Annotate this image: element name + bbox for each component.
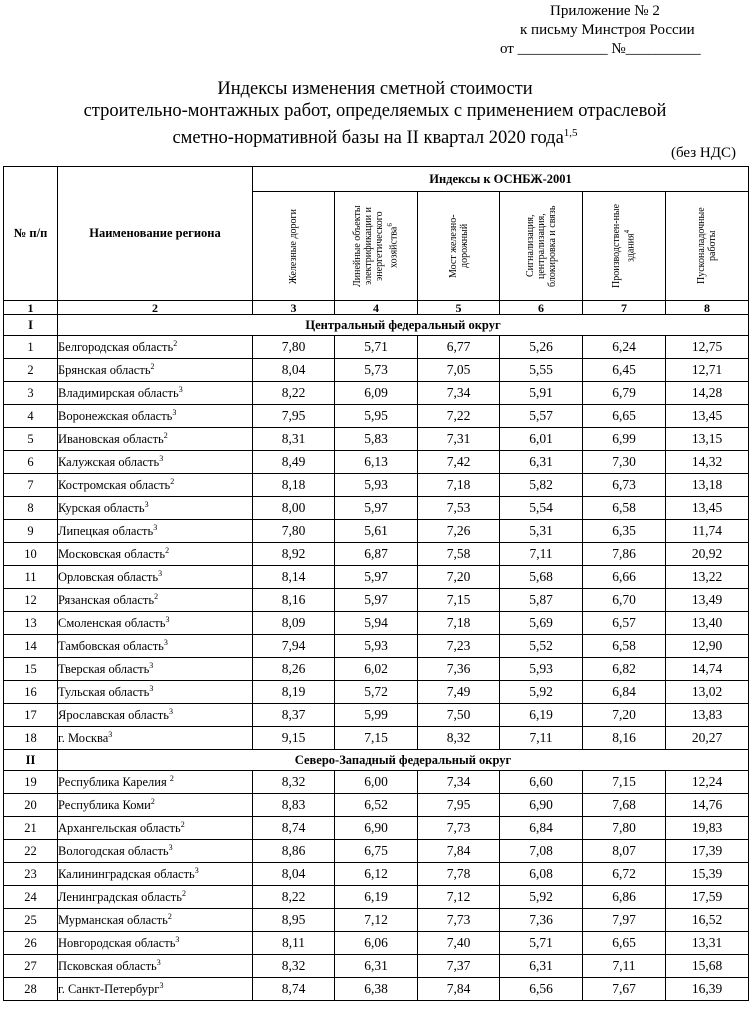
index-value: 9,15 (253, 727, 335, 750)
table-row (4, 771, 749, 794)
row-number: 27 (4, 955, 58, 978)
row-number: 4 (4, 405, 58, 428)
index-value: 5,72 (335, 681, 418, 704)
row-number: 15 (4, 658, 58, 681)
index-value: 6,86 (583, 886, 666, 909)
region-name: Владимирская область$^3$ (58, 382, 253, 405)
table-row (4, 727, 749, 750)
row-number: 8 (4, 497, 58, 520)
attachment-note (500, 2, 730, 59)
index-value: 8,32 (253, 955, 335, 978)
row-number: 5 (4, 428, 58, 451)
row-number: 16 (4, 681, 58, 704)
index-value: 6,02 (335, 658, 418, 681)
index-value: 5,94 (335, 612, 418, 635)
index-value: 6,56 (500, 978, 583, 1001)
column-header-label: Пусконаладочные работы (696, 207, 719, 285)
index-value: 5,97 (335, 589, 418, 612)
index-value: 7,80 (253, 336, 335, 359)
index-value: 13,40 (666, 612, 749, 635)
index-value: 7,11 (500, 543, 583, 566)
row-number: 22 (4, 840, 58, 863)
region-name: Тамбовская область$^3$ (58, 635, 253, 658)
index-value: 8,49 (253, 451, 335, 474)
index-value: 8,95 (253, 909, 335, 932)
row-number: 11 (4, 566, 58, 589)
row-number: 20 (4, 794, 58, 817)
index-value: 19,83 (666, 817, 749, 840)
index-value: 8,32 (418, 727, 500, 750)
row-number: 23 (4, 863, 58, 886)
index-value: 6,65 (583, 932, 666, 955)
row-number: 26 (4, 932, 58, 955)
region-name: Тульская область$^3$ (58, 681, 253, 704)
index-value: 7,36 (500, 909, 583, 932)
index-value: 12,75 (666, 336, 749, 359)
index-value: 6,57 (583, 612, 666, 635)
index-value: 8,18 (253, 474, 335, 497)
index-value: 5,71 (500, 932, 583, 955)
index-value: 7,22 (418, 405, 500, 428)
column-header (583, 192, 666, 301)
index-value: 8,16 (583, 727, 666, 750)
table-row (4, 451, 749, 474)
table-row (4, 359, 749, 382)
table-row (4, 978, 749, 1001)
index-value: 5,71 (335, 336, 418, 359)
index-value: 8,07 (583, 840, 666, 863)
index-value: 6,19 (335, 886, 418, 909)
index-value: 5,87 (500, 589, 583, 612)
region-name: Ивановская область$^2$ (58, 428, 253, 451)
index-value: 16,39 (666, 978, 749, 1001)
column-header (335, 192, 418, 301)
index-value: 5,92 (500, 886, 583, 909)
column-header (500, 192, 583, 301)
section-number: I (4, 315, 58, 336)
index-value: 8,31 (253, 428, 335, 451)
region-name: Курская область$^3$ (58, 497, 253, 520)
index-value: 13,45 (666, 405, 749, 428)
row-number: 13 (4, 612, 58, 635)
index-value: 8,83 (253, 794, 335, 817)
index-value: 7,15 (335, 727, 418, 750)
index-value: 6,24 (583, 336, 666, 359)
index-value: 7,30 (583, 451, 666, 474)
header-region: Наименование региона (58, 167, 253, 301)
index-value: 5,69 (500, 612, 583, 635)
index-value: 6,31 (500, 955, 583, 978)
row-number: 19 (4, 771, 58, 794)
table-row (4, 589, 749, 612)
column-header (418, 192, 500, 301)
row-number: 1 (4, 336, 58, 359)
index-value: 13,49 (666, 589, 749, 612)
index-value: 6,31 (335, 955, 418, 978)
row-number: 12 (4, 589, 58, 612)
index-value: 7,42 (418, 451, 500, 474)
row-number: 24 (4, 886, 58, 909)
index-value: 6,12 (335, 863, 418, 886)
column-header-label: Линейные объекты электрификации и энергетического хозяйства$^6$ (352, 205, 400, 287)
row-number: 28 (4, 978, 58, 1001)
index-value: 7,95 (418, 794, 500, 817)
header-index-group: Индексы к ОСНБЖ-2001 (253, 167, 749, 192)
index-value: 5,93 (335, 635, 418, 658)
index-value: 6,35 (583, 520, 666, 543)
index-value: 17,39 (666, 840, 749, 863)
table-row (4, 840, 749, 863)
index-value: 7,08 (500, 840, 583, 863)
section-row (4, 750, 749, 771)
index-value: 7,18 (418, 612, 500, 635)
table-row (4, 566, 749, 589)
attachment-line-1: Приложение № 2 (550, 3, 660, 19)
index-value: 5,97 (335, 497, 418, 520)
index-value: 6,01 (500, 428, 583, 451)
table-row (4, 817, 749, 840)
index-value: 8,04 (253, 863, 335, 886)
attachment-line-2: к письму Минстроя России (520, 22, 695, 38)
table-row (4, 474, 749, 497)
index-value: 6,70 (583, 589, 666, 612)
index-value: 6,90 (500, 794, 583, 817)
index-value: 7,50 (418, 704, 500, 727)
region-name: Мурманская область$^2$ (58, 909, 253, 932)
column-header-label: Мост железно-дорожный (447, 214, 470, 278)
header-number-row (4, 301, 749, 315)
region-name: Калужская область$^3$ (58, 451, 253, 474)
index-value: 7,11 (500, 727, 583, 750)
index-value: 7,15 (583, 771, 666, 794)
index-value: 5,52 (500, 635, 583, 658)
index-value: 6,52 (335, 794, 418, 817)
index-value: 13,18 (666, 474, 749, 497)
row-number: 10 (4, 543, 58, 566)
index-value: 5,91 (500, 382, 583, 405)
column-header (666, 192, 749, 301)
index-value: 7,67 (583, 978, 666, 1001)
region-name: Республика Коми$^2$ (58, 794, 253, 817)
index-value: 15,39 (666, 863, 749, 886)
index-value: 7,37 (418, 955, 500, 978)
vat-note: (без НДС) (670, 145, 736, 161)
index-value: 13,15 (666, 428, 749, 451)
index-value: 13,22 (666, 566, 749, 589)
index-value: 8,26 (253, 658, 335, 681)
row-number: 3 (4, 382, 58, 405)
index-value: 7,97 (583, 909, 666, 932)
index-value: 6,60 (500, 771, 583, 794)
index-value: 6,99 (583, 428, 666, 451)
region-name: Новгородская область$^3$ (58, 932, 253, 955)
index-value: 7,20 (583, 704, 666, 727)
index-value: 7,05 (418, 359, 500, 382)
section-name: Центральный федеральный округ (58, 315, 749, 336)
index-value: 5,31 (500, 520, 583, 543)
region-name: Брянская область$^2$ (58, 359, 253, 382)
index-value: 7,49 (418, 681, 500, 704)
index-value: 5,26 (500, 336, 583, 359)
index-value: 12,90 (666, 635, 749, 658)
row-number: 25 (4, 909, 58, 932)
index-value: 7,58 (418, 543, 500, 566)
column-number: 4 (335, 301, 418, 315)
table-row (4, 658, 749, 681)
index-value: 6,75 (335, 840, 418, 863)
table-row (4, 704, 749, 727)
index-value: 13,02 (666, 681, 749, 704)
title-line-2: строительно-монтажных работ, определяемых с применением отраслевой (83, 101, 667, 121)
title-line-3 (0, 122, 750, 149)
title-line-3-text: сметно-нормативной базы на II квартал 2020 года (172, 128, 564, 149)
index-value: 8,86 (253, 840, 335, 863)
index-value: 7,20 (418, 566, 500, 589)
table-row (4, 635, 749, 658)
index-value: 8,19 (253, 681, 335, 704)
column-number: 3 (253, 301, 335, 315)
index-value: 8,92 (253, 543, 335, 566)
row-number: 6 (4, 451, 58, 474)
table-row (4, 336, 749, 359)
table-row (4, 681, 749, 704)
table-row (4, 794, 749, 817)
index-value: 7,18 (418, 474, 500, 497)
table-row (4, 543, 749, 566)
index-value: 12,71 (666, 359, 749, 382)
index-value: 6,58 (583, 497, 666, 520)
index-value: 6,84 (583, 681, 666, 704)
index-value: 20,92 (666, 543, 749, 566)
index-value: 8,00 (253, 497, 335, 520)
table-row (4, 497, 749, 520)
table-row (4, 405, 749, 428)
index-value: 14,76 (666, 794, 749, 817)
index-value: 7,80 (583, 817, 666, 840)
index-value: 7,68 (583, 794, 666, 817)
index-value: 6,72 (583, 863, 666, 886)
index-value: 6,90 (335, 817, 418, 840)
index-value: 6,82 (583, 658, 666, 681)
index-value: 12,24 (666, 771, 749, 794)
index-value: 6,79 (583, 382, 666, 405)
index-value: 5,55 (500, 359, 583, 382)
index-value: 6,73 (583, 474, 666, 497)
column-header (253, 192, 335, 301)
index-value: 13,31 (666, 932, 749, 955)
index-value: 8,74 (253, 978, 335, 1001)
region-name: Ленинградская область$^2$ (58, 886, 253, 909)
index-value: 8,04 (253, 359, 335, 382)
region-name: Вологодская область$^3$ (58, 840, 253, 863)
index-value: 7,11 (583, 955, 666, 978)
table-row (4, 886, 749, 909)
section-number: II (4, 750, 58, 771)
table-row (4, 909, 749, 932)
index-value: 7,31 (418, 428, 500, 451)
row-number: 7 (4, 474, 58, 497)
column-number: 2 (58, 301, 253, 315)
index-value: 5,68 (500, 566, 583, 589)
index-value: 7,15 (418, 589, 500, 612)
index-value: 8,16 (253, 589, 335, 612)
region-name: Рязанская область$^2$ (58, 589, 253, 612)
region-name: Смоленская область$^3$ (58, 612, 253, 635)
section-row (4, 315, 749, 336)
region-name: г. Санкт-Петербург$^3$ (58, 978, 253, 1001)
index-value: 5,95 (335, 405, 418, 428)
index-value: 5,92 (500, 681, 583, 704)
row-number: 21 (4, 817, 58, 840)
index-value: 7,36 (418, 658, 500, 681)
index-value: 5,97 (335, 566, 418, 589)
index-value: 5,82 (500, 474, 583, 497)
index-value: 7,84 (418, 978, 500, 1001)
index-value: 7,95 (253, 405, 335, 428)
attachment-line-3: от ____________ №__________ (500, 41, 701, 57)
index-value: 5,73 (335, 359, 418, 382)
index-value: 7,94 (253, 635, 335, 658)
index-value: 8,22 (253, 886, 335, 909)
row-number: 18 (4, 727, 58, 750)
region-name: Ярославская область$^3$ (58, 704, 253, 727)
index-value: 7,12 (418, 886, 500, 909)
title-line-1: Индексы изменения сметной стоимости (217, 79, 533, 99)
index-value: 8,74 (253, 817, 335, 840)
table-row (4, 932, 749, 955)
index-value: 5,99 (335, 704, 418, 727)
index-value: 15,68 (666, 955, 749, 978)
index-value: 14,32 (666, 451, 749, 474)
index-value: 6,38 (335, 978, 418, 1001)
index-value: 6,87 (335, 543, 418, 566)
index-value: 7,23 (418, 635, 500, 658)
region-name: Республика Карелия $^2$ (58, 771, 253, 794)
index-value: 6,09 (335, 382, 418, 405)
index-value: 8,09 (253, 612, 335, 635)
index-value: 17,59 (666, 886, 749, 909)
index-value: 5,61 (335, 520, 418, 543)
index-value: 5,83 (335, 428, 418, 451)
index-value: 6,66 (583, 566, 666, 589)
index-value: 16,52 (666, 909, 749, 932)
region-name: Калининградская область$^3$ (58, 863, 253, 886)
table-body (4, 315, 749, 1001)
index-value: 6,00 (335, 771, 418, 794)
index-table (3, 166, 749, 1001)
region-name: Орловская область$^3$ (58, 566, 253, 589)
index-value: 7,53 (418, 497, 500, 520)
index-value: 7,86 (583, 543, 666, 566)
index-value: 8,37 (253, 704, 335, 727)
row-number: 14 (4, 635, 58, 658)
region-name: Белгородская область$^2$ (58, 336, 253, 359)
section-name: Северо-Западный федеральный округ (58, 750, 749, 771)
index-value: 6,77 (418, 336, 500, 359)
index-value: 5,93 (335, 474, 418, 497)
region-name: Псковская область$^3$ (58, 955, 253, 978)
index-value: 6,13 (335, 451, 418, 474)
region-name: Московская область$^2$ (58, 543, 253, 566)
index-value: 7,84 (418, 840, 500, 863)
index-value: 5,54 (500, 497, 583, 520)
index-value: 11,74 (666, 520, 749, 543)
region-name: г. Москва$^3$ (58, 727, 253, 750)
index-value: 20,27 (666, 727, 749, 750)
index-value: 6,08 (500, 863, 583, 886)
table-row (4, 520, 749, 543)
column-number: 8 (666, 301, 749, 315)
index-value: 5,57 (500, 405, 583, 428)
index-value: 8,11 (253, 932, 335, 955)
index-value: 7,26 (418, 520, 500, 543)
index-value: 7,34 (418, 771, 500, 794)
region-name: Воронежская область$^3$ (58, 405, 253, 428)
index-value: 13,45 (666, 497, 749, 520)
index-value: 13,83 (666, 704, 749, 727)
column-number: 6 (500, 301, 583, 315)
region-name: Архангельская область$^2$ (58, 817, 253, 840)
index-value: 5,93 (500, 658, 583, 681)
index-value: 6,65 (583, 405, 666, 428)
index-value: 8,22 (253, 382, 335, 405)
table-row (4, 612, 749, 635)
header-num: № п/п (4, 167, 58, 301)
table-row (4, 382, 749, 405)
column-header-label: Железные дороги (288, 208, 299, 284)
index-value: 7,80 (253, 520, 335, 543)
index-value: 8,32 (253, 771, 335, 794)
region-name: Липецкая область$^3$ (58, 520, 253, 543)
title-footnote-mark: 1,5 (563, 127, 578, 139)
region-name: Тверская область$^3$ (58, 658, 253, 681)
index-value: 14,28 (666, 382, 749, 405)
column-header-label: Производствен-ные здания$^4$ (611, 203, 637, 289)
index-value: 7,73 (418, 909, 500, 932)
index-value: 6,19 (500, 704, 583, 727)
index-value: 14,74 (666, 658, 749, 681)
column-number: 1 (4, 301, 58, 315)
table-row (4, 428, 749, 451)
index-value: 7,40 (418, 932, 500, 955)
table-row (4, 955, 749, 978)
row-number: 9 (4, 520, 58, 543)
index-value: 6,45 (583, 359, 666, 382)
index-value: 7,78 (418, 863, 500, 886)
index-value: 6,58 (583, 635, 666, 658)
table-row (4, 863, 749, 886)
index-value: 7,73 (418, 817, 500, 840)
index-value: 6,84 (500, 817, 583, 840)
row-number: 17 (4, 704, 58, 727)
column-number: 7 (583, 301, 666, 315)
column-number: 5 (418, 301, 500, 315)
row-number: 2 (4, 359, 58, 382)
index-value: 7,34 (418, 382, 500, 405)
index-value: 7,12 (335, 909, 418, 932)
region-name: Костромская область$^2$ (58, 474, 253, 497)
column-header-label: Сигнализация, централизация, блокировка и связь (524, 205, 558, 287)
index-value: 6,31 (500, 451, 583, 474)
index-value: 8,14 (253, 566, 335, 589)
document-title (0, 78, 750, 149)
index-value: 6,06 (335, 932, 418, 955)
